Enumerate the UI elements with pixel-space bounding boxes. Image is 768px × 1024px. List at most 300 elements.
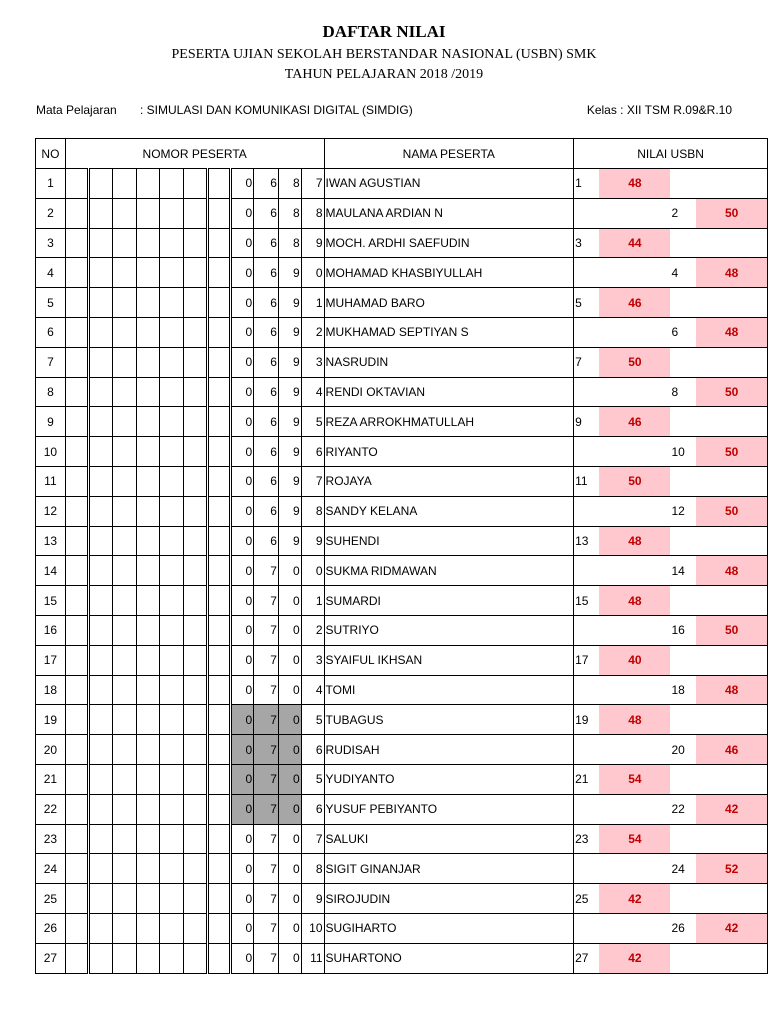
participant-name: SUHARTONO <box>324 943 574 973</box>
nomor-digit: 2 <box>301 317 324 347</box>
row-number: 17 <box>36 645 66 675</box>
participant-name: RUDISAH <box>324 735 574 765</box>
nomor-empty-cell <box>207 288 231 318</box>
nomor-empty-cell <box>65 198 89 228</box>
nomor-empty-cell <box>136 437 160 467</box>
grade-empty-cell <box>696 645 767 675</box>
row-number: 23 <box>36 824 66 854</box>
row-number: 13 <box>36 526 66 556</box>
nomor-empty-cell <box>113 347 137 377</box>
nomor-digit: 4 <box>301 675 324 705</box>
nomor-empty-cell <box>160 347 184 377</box>
nomor-digit: 6 <box>254 526 279 556</box>
grade-value: 48 <box>599 586 670 616</box>
nomor-empty-cell <box>89 735 113 765</box>
grades-table <box>35 138 768 974</box>
nomor-digit: 8 <box>278 228 301 258</box>
row-number: 8 <box>36 377 66 407</box>
nomor-digit: 9 <box>301 228 324 258</box>
nomor-empty-cell <box>113 824 137 854</box>
nomor-empty-cell <box>136 526 160 556</box>
nomor-empty-cell <box>113 466 137 496</box>
nomor-empty-cell <box>160 645 184 675</box>
nomor-empty-cell <box>184 437 208 467</box>
grade-index: 22 <box>670 794 696 824</box>
participant-name: SIGIT GINANJAR <box>324 854 574 884</box>
nomor-empty-cell <box>184 705 208 735</box>
nomor-digit: 9 <box>278 496 301 526</box>
grade-empty-cell <box>574 317 600 347</box>
grade-empty-cell <box>574 854 600 884</box>
nomor-empty-cell <box>113 675 137 705</box>
nomor-empty-cell <box>113 407 137 437</box>
grade-value: 48 <box>599 169 670 199</box>
nomor-empty-cell <box>113 705 137 735</box>
grade-index: 23 <box>574 824 600 854</box>
nomor-empty-cell <box>160 615 184 645</box>
nomor-digit: 6 <box>254 437 279 467</box>
nomor-empty-cell <box>160 794 184 824</box>
nomor-digit: 0 <box>278 705 301 735</box>
grade-empty-cell <box>599 913 670 943</box>
nomor-empty-cell <box>184 169 208 199</box>
participant-name: MUHAMAD BARO <box>324 288 574 318</box>
grade-empty-cell <box>670 645 696 675</box>
grade-empty-cell <box>696 407 767 437</box>
nomor-empty-cell <box>136 943 160 973</box>
grade-index: 21 <box>574 764 600 794</box>
participant-name: SUHENDI <box>324 526 574 556</box>
nomor-empty-cell <box>184 943 208 973</box>
nomor-empty-cell <box>207 764 231 794</box>
nomor-empty-cell <box>89 705 113 735</box>
col-header-nomor: NOMOR PESERTA <box>65 139 324 169</box>
nomor-empty-cell <box>160 317 184 347</box>
grade-empty-cell <box>574 496 600 526</box>
nomor-empty-cell <box>160 198 184 228</box>
table-row <box>36 317 768 347</box>
nomor-empty-cell <box>65 764 89 794</box>
nomor-empty-cell <box>89 347 113 377</box>
grade-empty-cell <box>599 615 670 645</box>
nomor-digit: 11 <box>301 943 324 973</box>
row-number: 27 <box>36 943 66 973</box>
row-number: 3 <box>36 228 66 258</box>
col-header-nilai: NILAI USBN <box>574 139 768 169</box>
grade-value: 54 <box>599 764 670 794</box>
nomor-empty-cell <box>160 586 184 616</box>
nomor-digit: 0 <box>278 675 301 705</box>
nomor-empty-cell <box>89 884 113 914</box>
nomor-digit: 9 <box>278 377 301 407</box>
participant-name: SUKMA RIDMAWAN <box>324 556 574 586</box>
nomor-empty-cell <box>89 764 113 794</box>
grade-empty-cell <box>670 586 696 616</box>
nomor-empty-cell <box>65 258 89 288</box>
nomor-digit: 6 <box>254 198 279 228</box>
academic-year: TAHUN PELAJARAN 2018 /2019 <box>284 67 484 82</box>
col-header-nama: NAMA PESERTA <box>324 139 574 169</box>
nomor-empty-cell <box>65 675 89 705</box>
nomor-empty-cell <box>136 377 160 407</box>
grade-index: 25 <box>574 884 600 914</box>
nomor-empty-cell <box>65 735 89 765</box>
nomor-empty-cell <box>184 288 208 318</box>
nomor-empty-cell <box>113 288 137 318</box>
grade-empty-cell <box>599 258 670 288</box>
nomor-empty-cell <box>207 824 231 854</box>
nomor-digit: 0 <box>278 854 301 884</box>
grade-empty-cell <box>696 288 767 318</box>
nomor-digit: 7 <box>254 735 279 765</box>
nomor-empty-cell <box>65 169 89 199</box>
nomor-empty-cell <box>89 943 113 973</box>
nomor-empty-cell <box>89 377 113 407</box>
nomor-empty-cell <box>89 824 113 854</box>
nomor-empty-cell <box>160 407 184 437</box>
table-row <box>36 735 768 765</box>
nomor-digit: 6 <box>301 735 324 765</box>
nomor-empty-cell <box>136 824 160 854</box>
nomor-empty-cell <box>136 705 160 735</box>
table-row <box>36 526 768 556</box>
row-number: 20 <box>36 735 66 765</box>
nomor-empty-cell <box>65 437 89 467</box>
nomor-empty-cell <box>207 347 231 377</box>
nomor-empty-cell <box>184 854 208 884</box>
participant-name: MUKHAMAD SEPTIYAN S <box>324 317 574 347</box>
nomor-digit: 1 <box>301 288 324 318</box>
grade-value: 50 <box>696 615 767 645</box>
nomor-digit: 7 <box>254 913 279 943</box>
participant-name: MAULANA ARDIAN N <box>324 198 574 228</box>
participant-name: SYAIFUL IKHSAN <box>324 645 574 675</box>
nomor-empty-cell <box>136 913 160 943</box>
participant-name: IWAN AGUSTIAN <box>324 169 574 199</box>
nomor-empty-cell <box>113 377 137 407</box>
nomor-empty-cell <box>136 854 160 884</box>
nomor-empty-cell <box>136 496 160 526</box>
nomor-empty-cell <box>207 675 231 705</box>
nomor-digit: 9 <box>278 407 301 437</box>
grade-value: 42 <box>599 943 670 973</box>
nomor-digit: 6 <box>301 794 324 824</box>
participant-name: TUBAGUS <box>324 705 574 735</box>
nomor-digit: 7 <box>254 586 279 616</box>
grade-empty-cell <box>670 169 696 199</box>
grade-value: 48 <box>696 258 767 288</box>
grade-value: 46 <box>599 407 670 437</box>
nomor-empty-cell <box>113 943 137 973</box>
nomor-digit: 0 <box>278 824 301 854</box>
row-number: 25 <box>36 884 66 914</box>
nomor-empty-cell <box>160 824 184 854</box>
participant-name: SUTRIYO <box>324 615 574 645</box>
nomor-digit: 6 <box>254 288 279 318</box>
participant-name: SANDY KELANA <box>324 496 574 526</box>
nomor-empty-cell <box>65 466 89 496</box>
nomor-empty-cell <box>184 645 208 675</box>
nomor-empty-cell <box>207 615 231 645</box>
grade-empty-cell <box>670 347 696 377</box>
table-row <box>36 764 768 794</box>
participant-name: REZA ARROKHMATULLAH <box>324 407 574 437</box>
table-row <box>36 615 768 645</box>
grade-index: 26 <box>670 913 696 943</box>
participant-name: SIROJUDIN <box>324 884 574 914</box>
table-row <box>36 645 768 675</box>
nomor-empty-cell <box>89 854 113 884</box>
nomor-empty-cell <box>89 466 113 496</box>
grade-empty-cell <box>670 884 696 914</box>
row-number: 14 <box>36 556 66 586</box>
table-row <box>36 437 768 467</box>
nomor-empty-cell <box>160 764 184 794</box>
table-header-row <box>36 139 768 169</box>
subject-label: Mata Pelajaran <box>36 103 117 117</box>
row-number: 11 <box>36 466 66 496</box>
nomor-empty-cell <box>207 556 231 586</box>
grade-empty-cell <box>696 764 767 794</box>
nomor-empty-cell <box>136 258 160 288</box>
participant-name: YUDIYANTO <box>324 764 574 794</box>
nomor-empty-cell <box>113 496 137 526</box>
nomor-empty-cell <box>184 764 208 794</box>
nomor-empty-cell <box>184 317 208 347</box>
nomor-digit: 6 <box>254 228 279 258</box>
nomor-empty-cell <box>184 377 208 407</box>
nomor-empty-cell <box>207 317 231 347</box>
nomor-digit: 5 <box>301 764 324 794</box>
nomor-empty-cell <box>65 586 89 616</box>
nomor-digit: 7 <box>254 645 279 675</box>
nomor-digit: 0 <box>231 586 254 616</box>
nomor-digit: 6 <box>254 258 279 288</box>
participant-name: ROJAYA <box>324 466 574 496</box>
participant-name: YUSUF PEBIYANTO <box>324 794 574 824</box>
nomor-digit: 6 <box>254 407 279 437</box>
participant-name: RIYANTO <box>324 437 574 467</box>
nomor-empty-cell <box>207 377 231 407</box>
nomor-empty-cell <box>184 615 208 645</box>
nomor-empty-cell <box>113 169 137 199</box>
nomor-empty-cell <box>160 884 184 914</box>
grade-empty-cell <box>696 586 767 616</box>
nomor-digit: 0 <box>231 258 254 288</box>
nomor-digit: 9 <box>278 317 301 347</box>
nomor-digit: 9 <box>278 347 301 377</box>
grade-value: 50 <box>696 437 767 467</box>
table-row <box>36 854 768 884</box>
row-number: 9 <box>36 407 66 437</box>
grade-empty-cell <box>574 615 600 645</box>
grade-empty-cell <box>670 824 696 854</box>
class-label: Kelas : XII TSM R.09&R.10 <box>586 103 732 117</box>
nomor-empty-cell <box>65 854 89 884</box>
grade-empty-cell <box>670 466 696 496</box>
table-row <box>36 466 768 496</box>
nomor-digit: 6 <box>254 466 279 496</box>
grade-index: 7 <box>574 347 600 377</box>
grade-empty-cell <box>574 735 600 765</box>
nomor-digit: 0 <box>278 556 301 586</box>
nomor-empty-cell <box>184 198 208 228</box>
table-row <box>36 228 768 258</box>
row-number: 22 <box>36 794 66 824</box>
row-number: 2 <box>36 198 66 228</box>
row-number: 1 <box>36 169 66 199</box>
row-number: 10 <box>36 437 66 467</box>
nomor-empty-cell <box>89 675 113 705</box>
grade-index: 12 <box>670 496 696 526</box>
grade-value: 50 <box>696 198 767 228</box>
nomor-digit: 0 <box>278 764 301 794</box>
nomor-empty-cell <box>184 794 208 824</box>
row-number: 18 <box>36 675 66 705</box>
nomor-empty-cell <box>160 288 184 318</box>
nomor-empty-cell <box>89 169 113 199</box>
table-row <box>36 586 768 616</box>
row-number: 12 <box>36 496 66 526</box>
grade-index: 1 <box>574 169 600 199</box>
nomor-empty-cell <box>89 407 113 437</box>
nomor-digit: 6 <box>254 377 279 407</box>
grade-empty-cell <box>696 228 767 258</box>
row-number: 4 <box>36 258 66 288</box>
grade-index: 20 <box>670 735 696 765</box>
table-row <box>36 288 768 318</box>
nomor-empty-cell <box>207 854 231 884</box>
nomor-digit: 0 <box>231 615 254 645</box>
nomor-digit: 8 <box>278 198 301 228</box>
nomor-digit: 0 <box>231 377 254 407</box>
grade-index: 18 <box>670 675 696 705</box>
nomor-empty-cell <box>89 526 113 556</box>
table-row <box>36 347 768 377</box>
nomor-digit: 9 <box>301 884 324 914</box>
grade-index: 19 <box>574 705 600 735</box>
nomor-digit: 0 <box>231 675 254 705</box>
nomor-empty-cell <box>136 317 160 347</box>
grade-value: 52 <box>696 854 767 884</box>
grade-index: 14 <box>670 556 696 586</box>
nomor-empty-cell <box>207 258 231 288</box>
nomor-empty-cell <box>160 913 184 943</box>
grade-value: 40 <box>599 645 670 675</box>
grade-empty-cell <box>670 228 696 258</box>
grade-empty-cell <box>599 496 670 526</box>
grade-index: 24 <box>670 854 696 884</box>
nomor-digit: 0 <box>231 735 254 765</box>
participant-name: SALUKI <box>324 824 574 854</box>
nomor-digit: 9 <box>278 526 301 556</box>
nomor-empty-cell <box>160 735 184 765</box>
table-row <box>36 407 768 437</box>
grade-empty-cell <box>599 437 670 467</box>
grade-empty-cell <box>670 764 696 794</box>
grade-index: 5 <box>574 288 600 318</box>
nomor-empty-cell <box>207 169 231 199</box>
nomor-empty-cell <box>160 377 184 407</box>
nomor-digit: 7 <box>254 794 279 824</box>
subject-value: : SIMULASI DAN KOMUNIKASI DIGITAL (SIMDIG) <box>140 103 413 117</box>
nomor-digit: 7 <box>254 884 279 914</box>
participant-name: MOHAMAD KHASBIYULLAH <box>324 258 574 288</box>
nomor-digit: 0 <box>231 884 254 914</box>
nomor-empty-cell <box>160 556 184 586</box>
nomor-empty-cell <box>113 526 137 556</box>
nomor-empty-cell <box>160 675 184 705</box>
nomor-digit: 7 <box>254 943 279 973</box>
grade-empty-cell <box>696 705 767 735</box>
grade-empty-cell <box>574 675 600 705</box>
nomor-empty-cell <box>207 884 231 914</box>
nomor-empty-cell <box>89 437 113 467</box>
nomor-empty-cell <box>207 198 231 228</box>
nomor-digit: 7 <box>301 466 324 496</box>
nomor-digit: 0 <box>231 556 254 586</box>
nomor-digit: 7 <box>254 556 279 586</box>
grade-value: 50 <box>696 377 767 407</box>
nomor-digit: 6 <box>254 169 279 199</box>
nomor-digit: 7 <box>254 764 279 794</box>
grade-value: 48 <box>696 317 767 347</box>
nomor-empty-cell <box>89 228 113 258</box>
table-row <box>36 377 768 407</box>
nomor-empty-cell <box>136 586 160 616</box>
grade-value: 50 <box>599 466 670 496</box>
grade-index: 27 <box>574 943 600 973</box>
grade-value: 48 <box>696 556 767 586</box>
nomor-digit: 9 <box>278 258 301 288</box>
nomor-empty-cell <box>207 705 231 735</box>
nomor-digit: 0 <box>231 407 254 437</box>
nomor-digit: 0 <box>278 794 301 824</box>
nomor-digit: 0 <box>301 556 324 586</box>
grade-empty-cell <box>599 556 670 586</box>
nomor-empty-cell <box>136 735 160 765</box>
nomor-empty-cell <box>65 615 89 645</box>
nomor-digit: 0 <box>278 884 301 914</box>
nomor-digit: 3 <box>301 347 324 377</box>
grade-value: 48 <box>599 705 670 735</box>
nomor-empty-cell <box>65 645 89 675</box>
nomor-empty-cell <box>65 943 89 973</box>
nomor-empty-cell <box>207 526 231 556</box>
nomor-digit: 3 <box>301 645 324 675</box>
nomor-digit: 0 <box>231 347 254 377</box>
nomor-digit: 8 <box>301 854 324 884</box>
nomor-empty-cell <box>65 884 89 914</box>
table-row <box>36 556 768 586</box>
grade-index: 15 <box>574 586 600 616</box>
nomor-empty-cell <box>160 705 184 735</box>
nomor-empty-cell <box>184 735 208 765</box>
participant-name: NASRUDIN <box>324 347 574 377</box>
nomor-digit: 0 <box>278 615 301 645</box>
participant-name: SUGIHARTO <box>324 913 574 943</box>
nomor-empty-cell <box>113 198 137 228</box>
nomor-empty-cell <box>113 794 137 824</box>
nomor-empty-cell <box>136 169 160 199</box>
nomor-digit: 7 <box>254 824 279 854</box>
nomor-empty-cell <box>136 556 160 586</box>
nomor-empty-cell <box>65 556 89 586</box>
nomor-empty-cell <box>207 228 231 258</box>
nomor-empty-cell <box>184 228 208 258</box>
nomor-empty-cell <box>160 496 184 526</box>
grade-empty-cell <box>670 407 696 437</box>
